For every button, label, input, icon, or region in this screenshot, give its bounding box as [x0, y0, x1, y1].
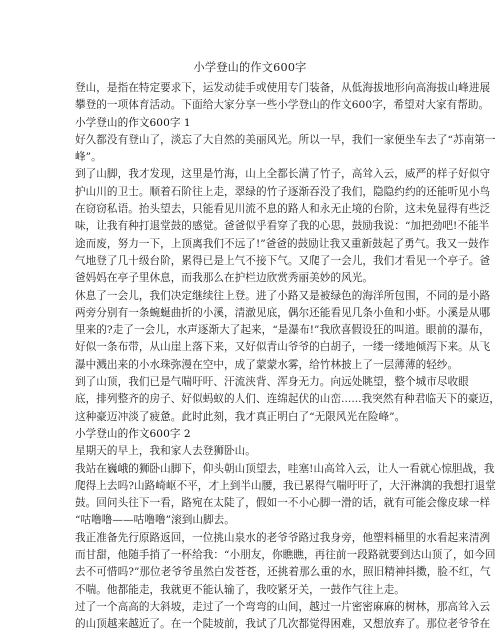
- text-line: 爬得上去吗?山路崎岖不平，才上到半山腰，我已累得气喘吁吁了，大汗淋漓的我想打退堂: [75, 479, 496, 492]
- text-line: 气地登了几十级台阶，累得已是上气不接下气。又爬了一会儿，我们才看见一个亭子。爸: [75, 254, 491, 267]
- text-line: 而甘甜，他随手捎了一杯给我：“小朋友，你瞧瞧，再往前一段路就要到达山顶了，如今回: [75, 549, 496, 562]
- text-line: 峰”。: [75, 151, 102, 164]
- text-line: 攀登的一项体育活动。下面给大家分享一些小学登山的作文600字，希望对大家有帮助。: [75, 99, 490, 112]
- text-line: 底，排列整齐的房子、好似蚂蚁的人们、连绵起伏的山峦......我突然有种君临天下的豪迈，: [75, 393, 500, 406]
- section-heading: 小学登山的作文600字 2: [75, 427, 191, 440]
- text-line: 我站在巍峨的狮卧山脚下，仰头朝山顶望去，哇塞!山高耸入云，让人一看就心惊胆战，我: [75, 462, 495, 475]
- text-line: 味，让我有种打退堂鼓的感觉。爸爸似乎看穿了我的心思，鼓励我说：“加把劲吧!不能半: [75, 220, 490, 233]
- text-line: “咕噜噜——咕噜噜”滚到山脚去。: [75, 514, 235, 527]
- text-line: 爸妈妈在亭子里休息，而我那么在护栏边欣赏秀丽美妙的风光。: [75, 272, 374, 285]
- text-line: 两旁分别有一条蜿蜒曲折的小溪，清澈见底，偶尔还能看见几条小鱼和小虾。小溪是从哪: [75, 306, 491, 319]
- text-line: 去不可惜吗?”那位老爷爷虽然白发苍苍，还挑着那么重的水，照旧精神抖擞，脸不红，气: [75, 566, 491, 579]
- text-line: 好似一条布带，从山崖上落下来，又好似青山爷爷的白胡子，一缕一缕地倾泻下来。从飞: [75, 341, 491, 354]
- text-line: 休息了一会儿，我们决定继续往上登。进了小路又是被绿色的海洋所包围，不同的是小路: [75, 289, 491, 302]
- text-line: 途而废，努力一下，上顶离我们不远了!”爸爸的鼓励让我又重新鼓起了勇气。我又一鼓作: [75, 237, 490, 250]
- text-line: 登山，是指在特定要求下，运发动徒手或使用专门装备，从低海拔地形向高海拔山峰进展: [75, 82, 491, 94]
- text-line: 瀑中溅出来的小水珠弥漫在空中，成了蒙蒙水雾，给竹林披上了一层薄薄的轻纱。: [75, 358, 459, 371]
- text-line: 星期天的早上，我和家人去登狮卧山。: [75, 445, 256, 458]
- text-line: 过了一个高高的大斜坡，走过了一个弯弯的山间，越过一片密密麻麻的树林，那高耸入云: [75, 600, 491, 613]
- text-line: 到了山脚，我才发现，这里是竹海，山上全都长满了竹子，高耸入云，威严的样子好似守: [75, 168, 491, 181]
- text-line: 在窃窃私语。抬头望去，只能看见川流不息的路人和永无止境的台阶，这未免显得有些泛: [75, 203, 491, 216]
- text-line: 护山川的卫士。顺着石阶往上走，翠绿的竹子逐渐吞没了我们，隐隐约约的还能听见小鸟: [75, 185, 491, 198]
- text-line: 的山顶越来越近了。在一个陡坡前，我试了几次都觉得困难，又想放弃了。那位老爷爷在: [75, 618, 491, 631]
- text-line: 这种豪迈冲淡了疲惫。此时此刻，我才真正明白了“无限风光在险峰”。: [75, 410, 406, 423]
- text-line: 好久都没有登山了，淡忘了大自然的美丽风光。所以一早，我们一家便坐车去了“苏南第一: [75, 133, 496, 146]
- text-line: 到了山顶，我们已是气喘吁吁、汗流浃背、浑身无力。向远处眺望，整个城市尽收眼: [75, 376, 469, 389]
- text-line: 鼓。回问头往下一看，路宛在太陡了，假如一不小心脚一滑的话，就有可能会像皮球一样: [75, 497, 491, 510]
- text-line: 我正准备先行原路返回，一位挑山泉水的老爷爷路过我身旁，他塑料桶里的水看起来清冽: [75, 531, 491, 544]
- document-title: 小学登山的作文600字: [193, 61, 307, 74]
- section-heading: 小学登山的作文600字 1: [75, 116, 191, 129]
- document-body: [75, 80, 500, 634]
- text-line: 里来的?走了一会儿，水声逐渐大了起来，“是瀑布!”我欣喜假设狂的叫道。眼前的瀑布，: [75, 324, 490, 337]
- text-line: 不喘。他都能走，我就更不能认输了，我咬紧牙关，一鼓作气往上走。: [75, 583, 405, 596]
